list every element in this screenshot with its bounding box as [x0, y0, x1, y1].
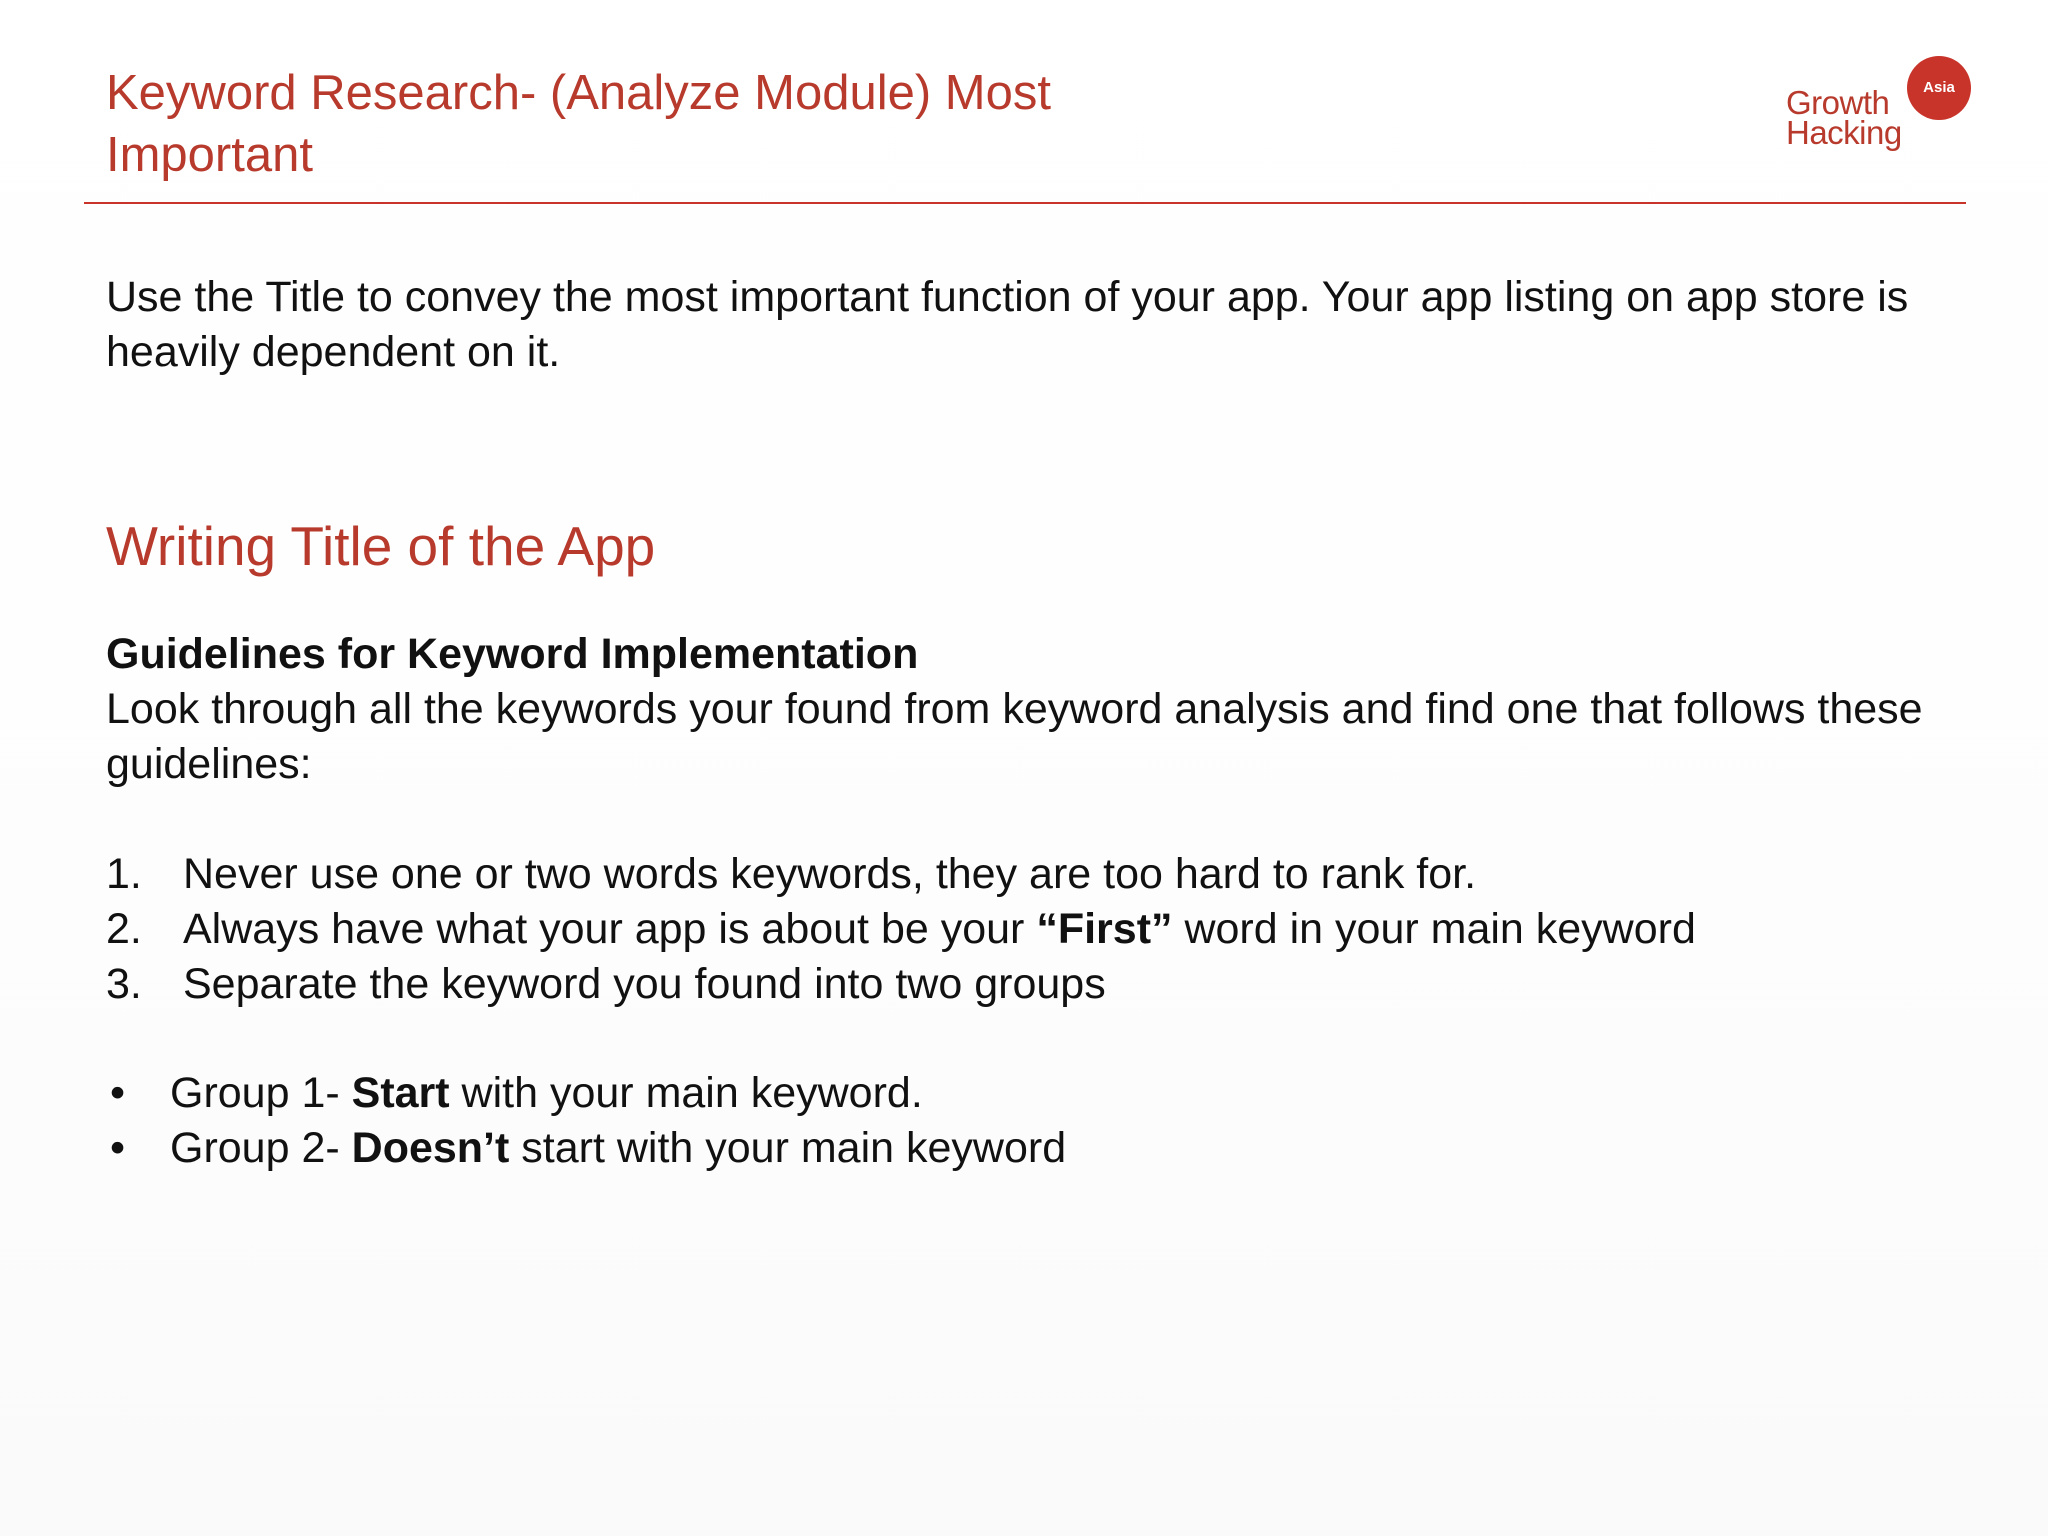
- list-item-text-post: with your main keyword.: [449, 1069, 923, 1117]
- list-item: [106, 1066, 1956, 1121]
- list-number: 1.: [106, 850, 142, 898]
- growth-hacking-asia-logo: [1780, 52, 1980, 162]
- bullet-marker: •: [110, 1124, 126, 1172]
- slide-title: Keyword Research- (Analyze Module) Most Important: [106, 66, 1051, 182]
- list-item: [106, 902, 1956, 957]
- list-item-text-post: word in your main keyword: [1172, 905, 1696, 953]
- bullet-marker: •: [110, 1069, 126, 1117]
- intro-paragraph: Use the Title to convey the most important function of your app. Your app listing on app store is heavily dependent on it.: [106, 273, 1909, 376]
- list-item-text-pre: Always have what your app is about be your: [183, 905, 1037, 953]
- logo-text-line2: Hacking: [1786, 114, 1902, 151]
- list-item-emphasis: Start: [351, 1069, 450, 1117]
- list-item-text-pre: Group 2-: [170, 1124, 352, 1172]
- section-title: Writing Title of the App: [106, 515, 656, 577]
- list-item: [106, 957, 1956, 1012]
- title-divider: [84, 202, 1966, 204]
- list-item-text-pre: Group 1-: [170, 1069, 352, 1117]
- guidelines-heading: Guidelines for Keyword Implementation: [106, 630, 919, 678]
- logo-badge: Asia: [1907, 56, 1971, 120]
- logo-text-line1: Growth: [1786, 84, 1890, 121]
- list-number: 2.: [106, 905, 142, 953]
- list-item: [106, 1121, 1956, 1176]
- list-item: [106, 847, 1956, 902]
- list-item-text-post: start with your main keyword: [509, 1124, 1067, 1172]
- guidelines-text: Look through all the keywords your found from keyword analysis and find one that follows these guidelines:: [106, 685, 1923, 788]
- list-number: 3.: [106, 960, 142, 1008]
- groups-bullet-list: [106, 1066, 1956, 1176]
- guidelines-numbered-list: [106, 847, 1956, 1012]
- list-item-text: Separate the keyword you found into two groups: [183, 960, 1106, 1008]
- list-item-emphasis: Doesn’t: [351, 1124, 510, 1172]
- list-item-emphasis: “First”: [1036, 905, 1173, 953]
- list-item-text: Never use one or two words keywords, they are too hard to rank for.: [183, 850, 1477, 898]
